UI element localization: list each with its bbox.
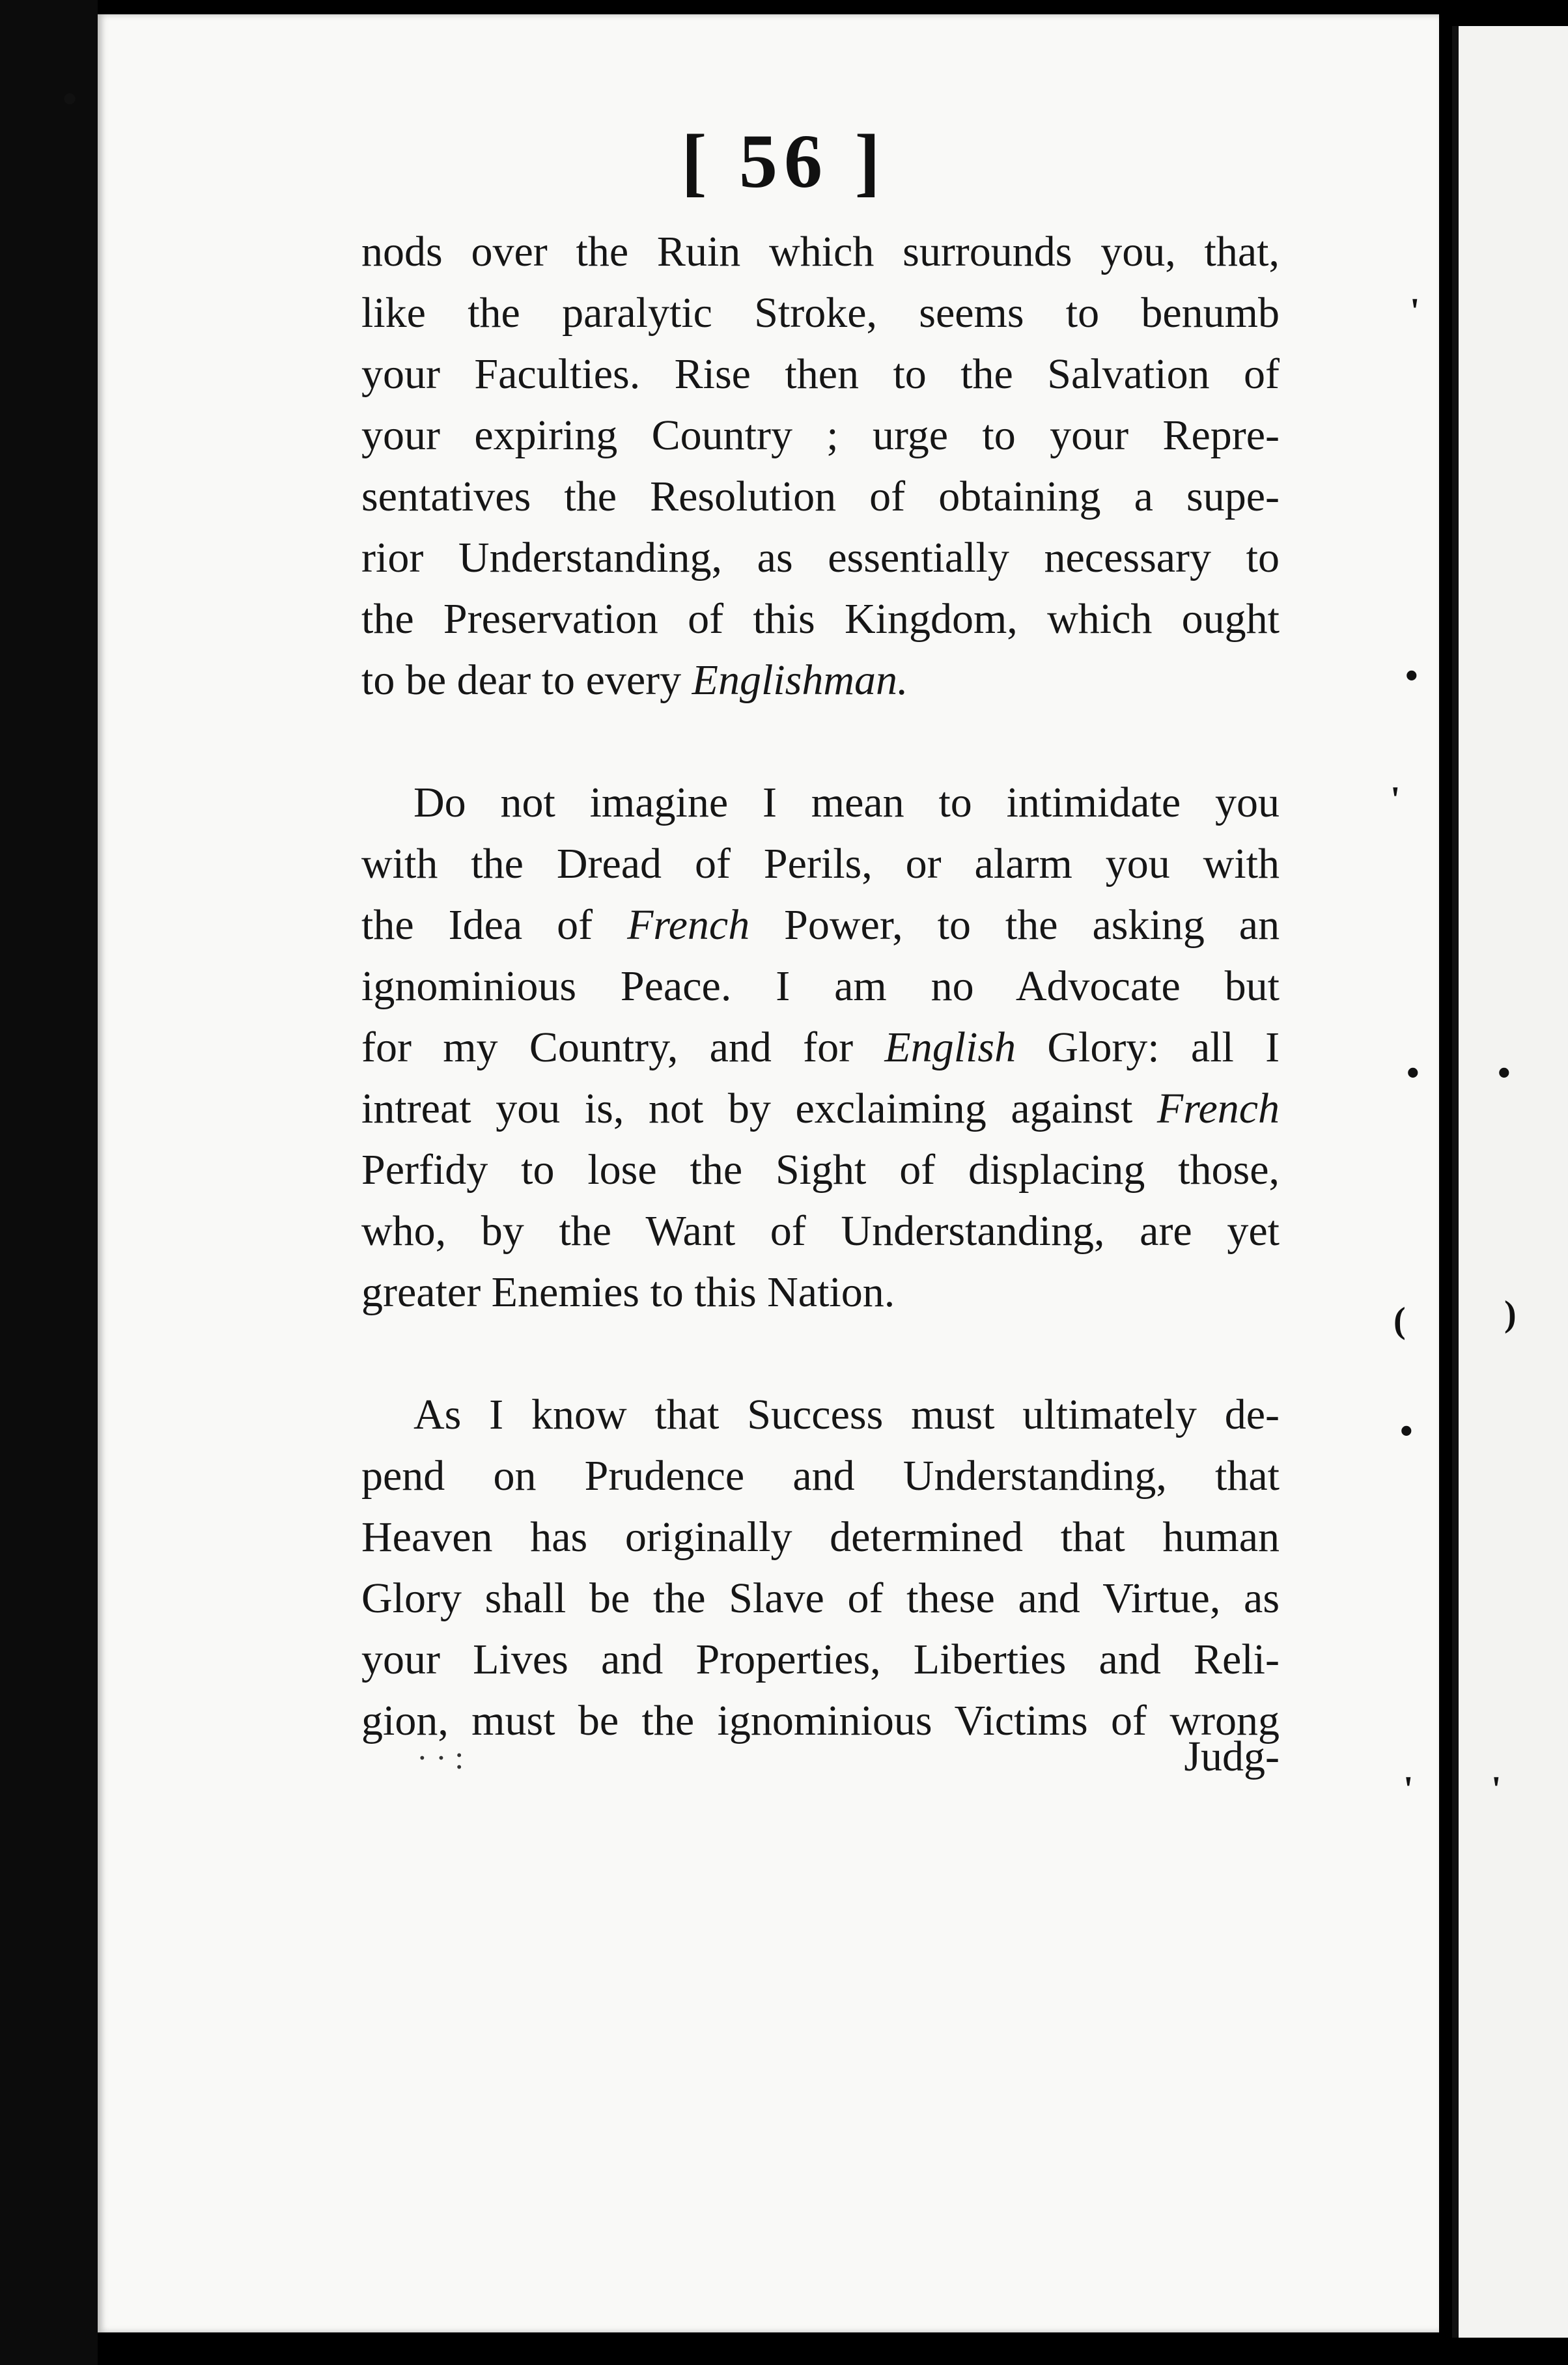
text-line: pend on Prudence and Understanding, that: [361, 1452, 1280, 1500]
book-gutter: [0, 0, 98, 2365]
italic-word: Englishman.: [692, 656, 908, 704]
catchword: Judg-: [1184, 1733, 1280, 1780]
text-line: the Idea of French Power, to the asking an: [361, 901, 1280, 949]
text-line: Glory shall be the Slave of these and Virtue, as: [361, 1574, 1280, 1622]
text-line: Perfidy to lose the Sight of displacing those,: [361, 1146, 1280, 1194]
text-line: with the Dread of Perils, or alarm you with: [361, 840, 1280, 888]
italic-word: French: [627, 901, 750, 949]
text-line: greater Enemies to this Nation.: [361, 1268, 895, 1316]
text-line: nods over the Ruin which surrounds you, that,: [361, 228, 1280, 275]
text-line: intreat you is, not by exclaiming against French: [361, 1085, 1280, 1132]
text-line: the Preservation of this Kingdom, which ought: [361, 595, 1280, 643]
ink-speck: •: [1405, 656, 1418, 696]
italic-word: English: [884, 1024, 1016, 1071]
paragraph-gap: [361, 1323, 1280, 1384]
text-line: your Lives and Properties, Liberties and Reli-: [361, 1636, 1280, 1683]
paragraph-gap: [361, 711, 1280, 772]
text-line: like the paralytic Stroke, seems to benumb: [361, 289, 1280, 337]
text-line: ignominious Peace. I am no Advocate but: [361, 962, 1280, 1010]
ink-speck: •: [1400, 1411, 1413, 1451]
signature-mark: · · :: [417, 1739, 464, 1776]
text-line: Heaven has originally determined that human: [361, 1513, 1280, 1561]
ink-speck: ': [1491, 1769, 1502, 1810]
text-line: to be dear to every Englishman.: [361, 656, 908, 704]
text-line: your Faculties. Rise then to the Salvation of: [361, 350, 1280, 398]
facing-page-edge: [1452, 26, 1568, 2338]
ink-speck: •: [1407, 1053, 1420, 1093]
ink-speck: (: [1393, 1300, 1406, 1341]
ink-speck: ': [1403, 1769, 1414, 1810]
text-line: rior Understanding, as essentially necessary to: [361, 534, 1280, 581]
text-line: As I know that Success must ultimately de-: [413, 1391, 1280, 1438]
ink-speck: ': [1410, 291, 1420, 331]
ink-speck: ●: [62, 83, 78, 112]
text-line: gion, must be the ignominious Victims of wrong: [361, 1697, 1280, 1744]
text-line: Do not imagine I mean to intimidate you: [413, 779, 1280, 826]
ink-speck: •: [1498, 1053, 1511, 1093]
text-line: who, by the Want of Understanding, are yet: [361, 1207, 1280, 1255]
text-line: sentatives the Resolution of obtaining a supe-: [361, 473, 1280, 520]
italic-word: French: [1156, 1085, 1280, 1132]
ink-speck: ): [1504, 1294, 1517, 1334]
page-number: [ 56 ]: [681, 119, 887, 204]
ink-speck: ': [1390, 779, 1401, 820]
text-line: your expiring Country ; urge to your Repre-: [361, 412, 1280, 459]
text-line: for my Country, and for English Glory: all I: [361, 1024, 1280, 1071]
body-text: [361, 221, 1280, 1752]
